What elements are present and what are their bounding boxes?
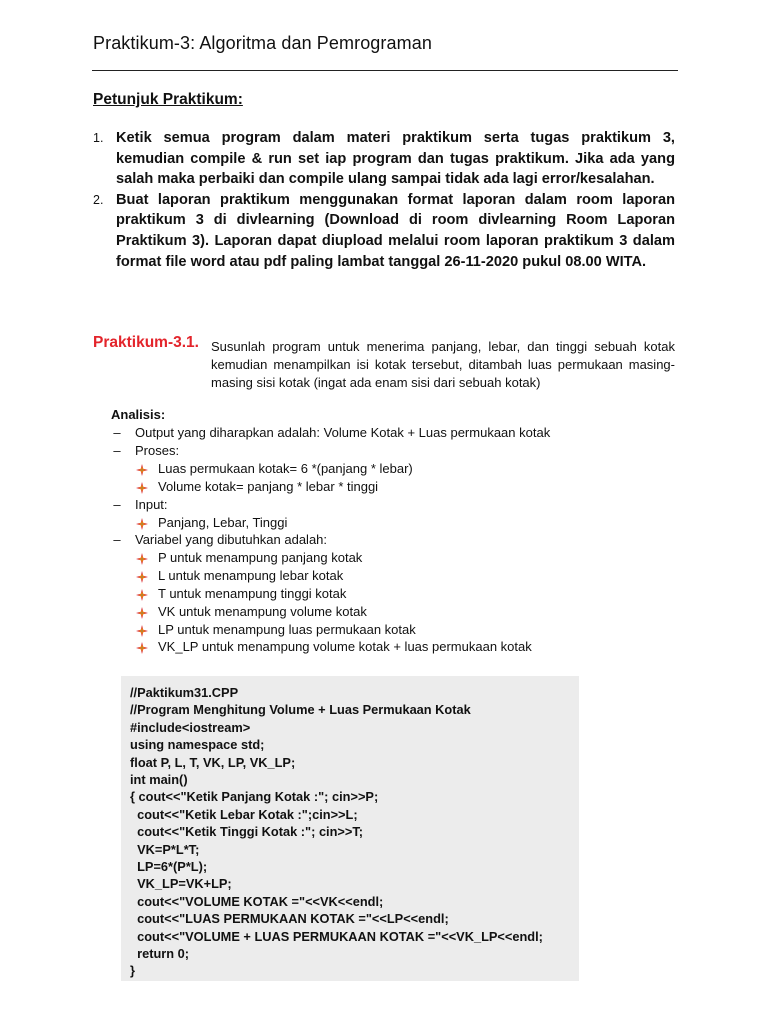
bullet-item bbox=[111, 549, 671, 567]
dash-item-process bbox=[111, 442, 671, 460]
code-line: cout<<"LUAS PERMUKAAN KOTAK ="<<LP<<endl; bbox=[130, 911, 449, 927]
bullet-item bbox=[111, 478, 671, 496]
code-line: cout<<"Ketik Tinggi Kotak :"; cin>>T; bbox=[130, 824, 364, 840]
dash-symbol: – bbox=[113, 425, 121, 440]
instruction-number: 2. bbox=[93, 192, 104, 207]
code-line: //Paktikum31.CPP bbox=[130, 685, 239, 700]
variables-label: Variabel yang dibutuhkan adalah: bbox=[135, 532, 328, 548]
bullet-item bbox=[111, 603, 671, 621]
input-label: Input: bbox=[135, 496, 168, 512]
four-pointed-star-bullet-icon bbox=[136, 481, 148, 493]
four-pointed-star-bullet-icon bbox=[136, 624, 148, 636]
code-line: cout<<"Ketik Lebar Kotak :";cin>>L; bbox=[130, 806, 358, 822]
bullet-text: VK untuk menampung volume kotak bbox=[158, 603, 367, 619]
four-pointed-star-bullet-icon bbox=[136, 517, 148, 529]
bullet-item bbox=[111, 621, 671, 639]
bullet-text: LP untuk menampung luas permukaan kotak bbox=[158, 621, 416, 637]
bullet-list bbox=[111, 549, 671, 656]
bullet-text: L untuk menampung lebar kotak bbox=[158, 568, 344, 584]
code-block bbox=[121, 676, 579, 981]
page-title: Praktikum-3: Algoritma dan Pemrograman bbox=[93, 33, 432, 53]
four-pointed-star-bullet-icon bbox=[136, 570, 148, 582]
title-divider bbox=[92, 70, 678, 71]
code-line: cout<<"VOLUME + LUAS PERMUKAAN KOTAK ="<<VK_LP<<endl; bbox=[130, 928, 543, 944]
bullet-text: VK_LP untuk menampung volume kotak + luas permukaan kotak bbox=[158, 639, 532, 655]
instruction-list bbox=[93, 128, 675, 272]
dash-symbol: – bbox=[113, 443, 121, 458]
bullet-list bbox=[111, 514, 671, 532]
instruction-text: Buat laporan praktikum menggunakan format laporan dalam room laporan praktikum 3 di divlearning (Download di room divlearning Room Laporan Praktikum 3). Laporan dapat diupload melalui room laporan praktikum 3 dalam format file word atau pdf paling lambat tanggal 26-11-2020 pukul 08.00 WITA. bbox=[116, 191, 675, 270]
instruction-text: Ketik semua program dalam materi praktikum serta tugas praktikum 3, kemudian compile & run set iap program dan tugas praktikum. Jika ada yang salah maka perbaiki dan compile ulang sampai tidak ada lagi error/kesalahan. bbox=[116, 130, 675, 188]
process-label: Proses: bbox=[135, 443, 180, 458]
four-pointed-star-bullet-icon bbox=[136, 641, 148, 653]
output-text: Output yang diharapkan adalah: Volume Kotak + Luas permukaan kotak bbox=[135, 425, 551, 440]
code-line: float P, L, T, VK, LP, VK_LP; bbox=[130, 754, 296, 770]
bullet-item bbox=[111, 567, 671, 585]
praktikum-description: Susunlah program untuk menerima panjang, lebar, dan tinggi sebuah kotak kemudian menampilkan isi kotak tersebut, ditambah luas permukaan masing-masing sisi kotak (ingat ada enam sisi dari sebuah kotak) bbox=[211, 339, 675, 390]
dash-item-input bbox=[111, 496, 671, 514]
dash-item-output bbox=[111, 424, 671, 442]
code-line: LP=6*(P*L); bbox=[130, 859, 208, 874]
instruction-number: 1. bbox=[93, 131, 104, 145]
code-line: //Program Menghitung Volume + Luas Permukaan Kotak bbox=[130, 702, 471, 718]
code-line: { cout<<"Ketik Panjang Kotak :"; cin>>P; bbox=[130, 789, 379, 805]
instruction-item bbox=[93, 190, 675, 272]
analysis-section bbox=[111, 406, 671, 656]
dash-item-variables bbox=[111, 531, 671, 549]
dash-symbol: – bbox=[113, 532, 121, 548]
bullet-item bbox=[111, 514, 671, 532]
code-line: VK_LP=VK+LP; bbox=[130, 876, 232, 892]
praktikum-label: Praktikum-3.1. bbox=[93, 334, 199, 351]
bullet-text: Volume kotak= panjang * lebar * tinggi bbox=[158, 478, 379, 494]
code-line: int main() bbox=[130, 772, 188, 787]
four-pointed-star-bullet-icon bbox=[136, 552, 148, 564]
dash-symbol: – bbox=[113, 496, 121, 512]
bullet-item bbox=[111, 585, 671, 603]
analysis-heading: Analisis: bbox=[111, 407, 166, 422]
code-line: cout<<"VOLUME KOTAK ="<<VK<<endl; bbox=[130, 893, 384, 909]
bullet-text: T untuk menampung tinggi kotak bbox=[158, 585, 347, 601]
bullet-text: Panjang, Lebar, Tinggi bbox=[158, 514, 288, 530]
bullet-text: Luas permukaan kotak= 6 *(panjang * lebar) bbox=[158, 461, 413, 476]
bullet-text: P untuk menampung panjang kotak bbox=[158, 550, 363, 566]
four-pointed-star-bullet-icon bbox=[136, 588, 148, 600]
instruction-item bbox=[93, 128, 675, 190]
bullet-item bbox=[111, 460, 671, 478]
code-line: using namespace std; bbox=[130, 737, 265, 753]
code-line: } bbox=[130, 963, 135, 979]
four-pointed-star-bullet-icon bbox=[136, 463, 148, 475]
code-line: #include<iostream> bbox=[130, 719, 251, 735]
section-heading: Petunjuk Praktikum: bbox=[93, 91, 243, 108]
code-line: return 0; bbox=[130, 946, 190, 961]
four-pointed-star-bullet-icon bbox=[136, 606, 148, 618]
bullet-list bbox=[111, 460, 671, 496]
bullet-item bbox=[111, 638, 671, 656]
code-line: VK=P*L*T; bbox=[130, 841, 200, 857]
